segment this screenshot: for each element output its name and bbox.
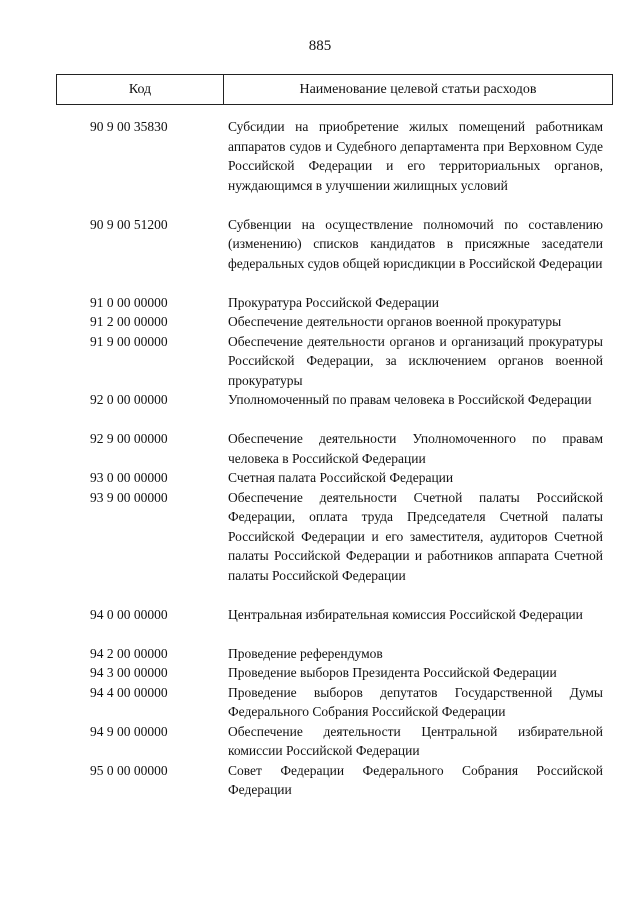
row-code: 94 4 00 00000 <box>90 684 168 700</box>
row-code: 92 9 00 00000 <box>90 431 168 446</box>
table-row <box>0 683 640 722</box>
row-name: Счетная палата Российской Федерации <box>228 470 454 485</box>
row-code: 95 0 00 00000 <box>90 762 168 778</box>
row-name: Совет Федерации Федерального Собрания Российской Федерации <box>228 762 603 797</box>
row-code: 91 2 00 00000 <box>90 314 168 329</box>
table-row <box>0 644 640 664</box>
table-row <box>0 488 640 605</box>
row-name: Обеспечение деятельности Счетной палаты Российской Федерации, оплата труда Председателя Счетной палаты Российской Федерации и его заместителя, аудиторов Счетной палаты Российской Федерации и работников аппарата Счетной палаты Российской Федерации <box>228 489 603 583</box>
row-name: Обеспечение деятельности органов военной прокуратуры <box>228 314 562 329</box>
row-code: 90 9 00 35830 <box>90 119 168 134</box>
row-name: Прокуратура Российской Федерации <box>228 294 440 310</box>
table-row <box>0 761 640 800</box>
table-header <box>56 74 613 105</box>
header-code: Код <box>57 75 224 104</box>
row-name: Центральная избирательная комиссия Российской Федерации <box>228 606 583 622</box>
table-row <box>0 468 640 488</box>
page-number: 885 <box>308 38 332 54</box>
row-code: 94 9 00 00000 <box>90 723 168 739</box>
row-code: 91 0 00 00000 <box>90 294 168 310</box>
table-row <box>0 390 640 429</box>
row-code: 93 9 00 00000 <box>90 489 168 505</box>
table-row <box>0 293 640 313</box>
table-body <box>0 117 640 800</box>
row-name: Проведение выборов депутатов Государственной Думы Федерального Собрания Российской Федерации <box>228 684 603 719</box>
table-row <box>0 429 640 468</box>
row-name: Обеспечение деятельности органов и организаций прокуратуры Российской Федерации, за исключением органов военной прокуратуры <box>228 333 603 388</box>
row-name: Субсидии на приобретение жилых помещений работникам аппаратов судов и Судебного департамента при Верховном Суде Российской Федерации и его территориальных органов, нуждающимся в улучшении жилищных условий <box>228 119 603 193</box>
row-name: Проведение референдумов <box>228 645 383 661</box>
row-code: 90 9 00 51200 <box>90 216 168 232</box>
row-code: 91 9 00 00000 <box>90 333 168 349</box>
row-code: 94 2 00 00000 <box>90 645 168 661</box>
row-name: Субвенции на осуществление полномочий по составлению (изменению) списков кандидатов в присяжные заседатели федеральных судов общей юрисдикции в Российской Федерации <box>228 216 603 271</box>
row-code: 94 3 00 00000 <box>90 665 168 680</box>
row-name: Уполномоченный по правам человека в Российской Федерации <box>228 392 592 407</box>
row-name: Обеспечение деятельности Уполномоченного по правам человека в Российской Федерации <box>228 431 603 466</box>
table-row <box>0 332 640 391</box>
table-row <box>0 117 640 215</box>
table-row <box>0 722 640 761</box>
row-code: 94 0 00 00000 <box>90 606 168 622</box>
table-row <box>0 605 640 644</box>
row-code: 92 0 00 00000 <box>90 392 168 407</box>
row-name: Обеспечение деятельности Центральной избирательной комиссии Российской Федерации <box>228 723 603 758</box>
row-name: Проведение выборов Президента Российской Федерации <box>228 665 557 680</box>
table-row <box>0 312 640 332</box>
header-name: Наименование целевой статьи расходов <box>299 81 537 97</box>
table-row <box>0 663 640 683</box>
row-code: 93 0 00 00000 <box>90 470 168 485</box>
table-row <box>0 215 640 293</box>
